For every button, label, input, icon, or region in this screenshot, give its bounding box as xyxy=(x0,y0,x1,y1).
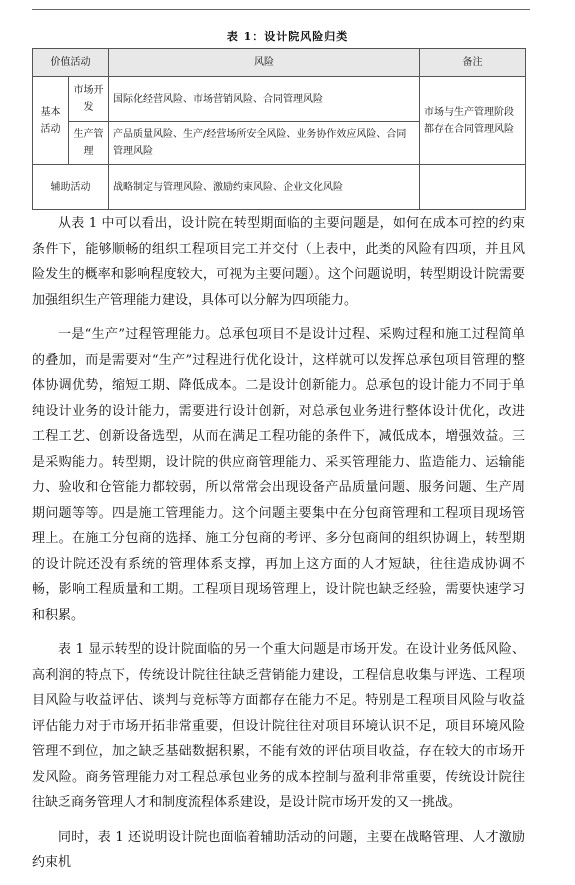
header-risk: 风险 xyxy=(109,49,420,77)
sub-activity-production: 生产管理 xyxy=(69,122,109,165)
paragraph: 同时，表 1 还说明设计院也面临着辅助活动的问题，主要在战略管理、人才激励约束机 xyxy=(32,829,525,870)
note-cell-basic: 市场与生产管理阶段都存在合同管理风险 xyxy=(420,77,526,165)
aux-activity-label: 辅助活动 xyxy=(33,165,109,210)
header-rule xyxy=(32,9,530,10)
body-text xyxy=(32,211,525,885)
basic-activity-label: 基本活动 xyxy=(33,77,69,165)
risk-cell-production: 产品质量风险、生产/经营场所安全风险、业务协作效应风险、合同管理风险 xyxy=(109,122,420,165)
paragraph: 表 1 显示转型的设计院面临的另一个重大问题是市场开发。在设计业务低风险、高利润的特点下，传统设计院往往缺乏营销能力建设，工程信息收集与评选、工程项目风险与收益评估、谈判与竞标等方面都存在能力不足。特别是工程项目风险与收益评估能力对于市场开拓非常重要，但设计院往往对项目环境认识不足，项目环境风险管理不到位，加之缺乏基础数据积累，不能有效的评估项目收益，存在较大的市场开发风险。商务管理能力对工程总承包业务的成本控制与盈利非常重要，传统设计院往往缺乏商务管理人才和制度流程体系建设，是设计院市场开发的又一挑战。 xyxy=(32,642,525,810)
risk-cell-aux: 战略制定与管理风险、激励约束风险、企业文化风险 xyxy=(109,165,420,210)
paragraph: 从表 1 中可以看出，设计院在转型期面临的主要问题是，如何在成本可控的约束条件下，能够顺畅的组织工程项目完工并交付（上表中，此类的风险有四项，并且风险发生的概率和影响程度较大，可视为主要问题）。这个问题说明，转型期设计院需要加强组织生产管理能力建设，具体可以分解为四项能力。 xyxy=(32,216,525,308)
paragraph: 一是“生产”过程管理能力。总承包项目不是设计过程、采购过程和施工过程简单的叠加，而是需要对“生产”过程进行优化设计，这样就可以发挥总承包项目管理的整体协调优势，缩短工期、降低成本。二是设计创新能力。总承包的设计能力不同于单纯设计业务的设计能力，需要进行设计创新，对总承包业务进行整体设计优化，改进工程工艺、创新设备选型，从而在满足工程功能的条件下，减低成本，增强效益。三是采购能力。转型期，设计院的供应商管理能力、采买管理能力、监造能力、运输能力、验收和仓管能力都较弱，所以常常会出现设备产品质量问题、服务问题、生产周期问题等等。四是施工管理能力。这个问题主要集中在分包商管理和工程项目现场管理上。在施工分包商的选择、施工分包商的考评、多分包商间的组织协调上，转型期的设计院还没有系统的管理体系支撑，再加上这方面的人才短缺，往往造成协调不畅，影响工程质量和工期。工程项目现场管理上，设计院也缺乏经验，需要快速学习和积累。 xyxy=(32,327,525,623)
risk-table xyxy=(32,48,526,210)
header-note: 备注 xyxy=(420,49,526,77)
header-value-activity: 价值活动 xyxy=(33,49,109,77)
risk-cell-market: 国际化经营风险、市场营销风险、合同管理风险 xyxy=(109,77,420,122)
table-row xyxy=(33,77,526,122)
table-caption: 表 1：设计院风险归类 xyxy=(226,30,349,43)
table-header-row xyxy=(33,49,526,77)
note-cell-aux xyxy=(420,165,526,210)
sub-activity-market: 市场开发 xyxy=(69,77,109,122)
table-row xyxy=(33,165,526,210)
